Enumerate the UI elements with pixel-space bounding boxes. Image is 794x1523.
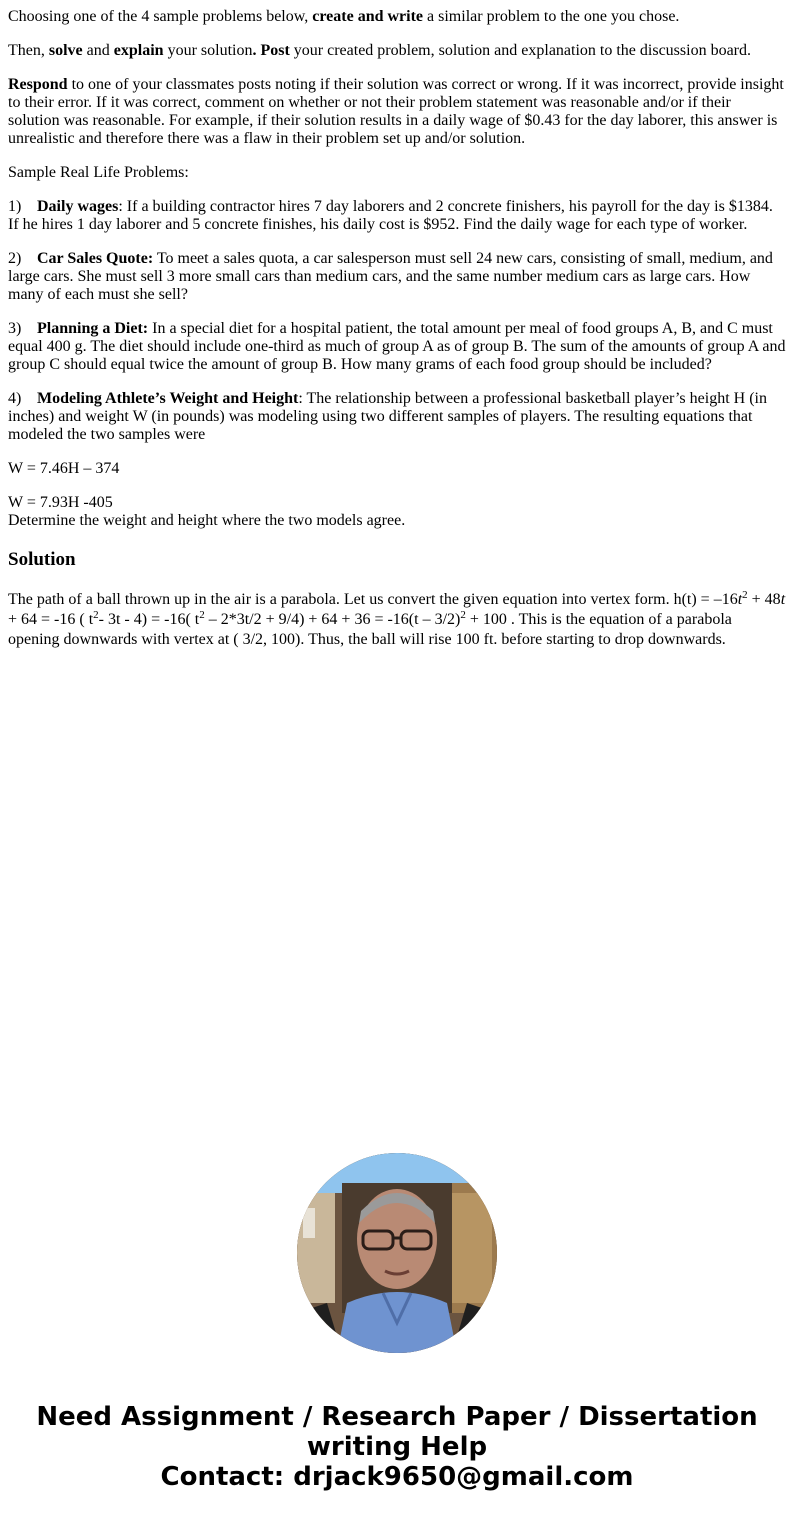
contact-banner [0,1402,794,1492]
instruction-respond: Respond to one of your classmates posts noting if their solution was correct or wrong. If it was incorrect, provide insight to their error. If it was correct, comment on whether or not their problem statement was reasonable and/or if their solution was reasonable. For example, if their solution results in a daily wage of $0.43 for the day laborer, this answer is unrealistic and therefore there was a flaw in their problem set up and/or solution. [8,76,784,147]
determine-text: Determine the weight and height where the two models agree. [8,512,406,529]
instruction-create: Choosing one of the 4 sample problems below, create and write a similar problem to the one you chose. [8,8,680,25]
sample-heading: Sample Real Life Problems: [8,164,189,181]
equation-1: W = 7.46H – 374 [8,460,120,477]
banner-contact-line: Contact: drjack9650@gmail.com [160,1462,634,1492]
problem-item: 3) Planning a Diet: In a special diet for a hospital patient, the total amount per meal of food groups A, B, and C must equal 400 g. The diet should include one-third as much of group A as of group B. The sum of the amounts of group A and group C should equal twice the amount of group B. How many grams of each food group should be included? [8,320,786,373]
problem-item: 4) Modeling Athlete’s Weight and Height: The relationship between a professional basketball player’s height H (in inches) and weight W (in pounds) was modeling using two different samples of players. The resulting equations that modeled the two samples were [8,390,767,443]
instruction-solve: Then, solve and explain your solution. Post your created problem, solution and explanation to the discussion board. [8,42,752,59]
author-avatar [297,1153,497,1353]
equation-2: W = 7.93H -405 [8,494,113,511]
author-photo [297,1153,497,1353]
solution-heading: Solution [8,549,76,570]
banner-line-2: writing Help [306,1432,488,1462]
problem-item: 1) Daily wages: If a building contractor hires 7 day laborers and 2 concrete finishers, his payroll for the day is $1384. If he hires 1 day laborer and 5 concrete finishes, his daily cost is $952. Find the daily wage for each type of worker. [8,198,773,233]
solution-text: The path of a ball thrown up in the air is a parabola. Let us convert the given equation into vertex form. $h(t) = -16t^2 + 48t + 64 = -16$ ( $t^2-$ 3t - 4) = -16( $t^2 - 2*3t/2 + 9/4) + 64 + 36 = -16(t - 3/2)^2 + 100$ . This is the equation of a parabola opening downwards with vertex at ( 3/2, 100). Thus, the ball will rise 100 ft. before starting to drop downwards. [8,589,786,648]
banner-line-1: Need Assignment / Research Paper / Dissertation [36,1402,758,1432]
problem-item: 2) Car Sales Quote: To meet a sales quota, a car salesperson must sell 24 new cars, consisting of small, medium, and large cars. She must sell 3 more small cars than medium cars, and the same number medium cars as large cars. How many of each must she sell? [8,250,773,303]
